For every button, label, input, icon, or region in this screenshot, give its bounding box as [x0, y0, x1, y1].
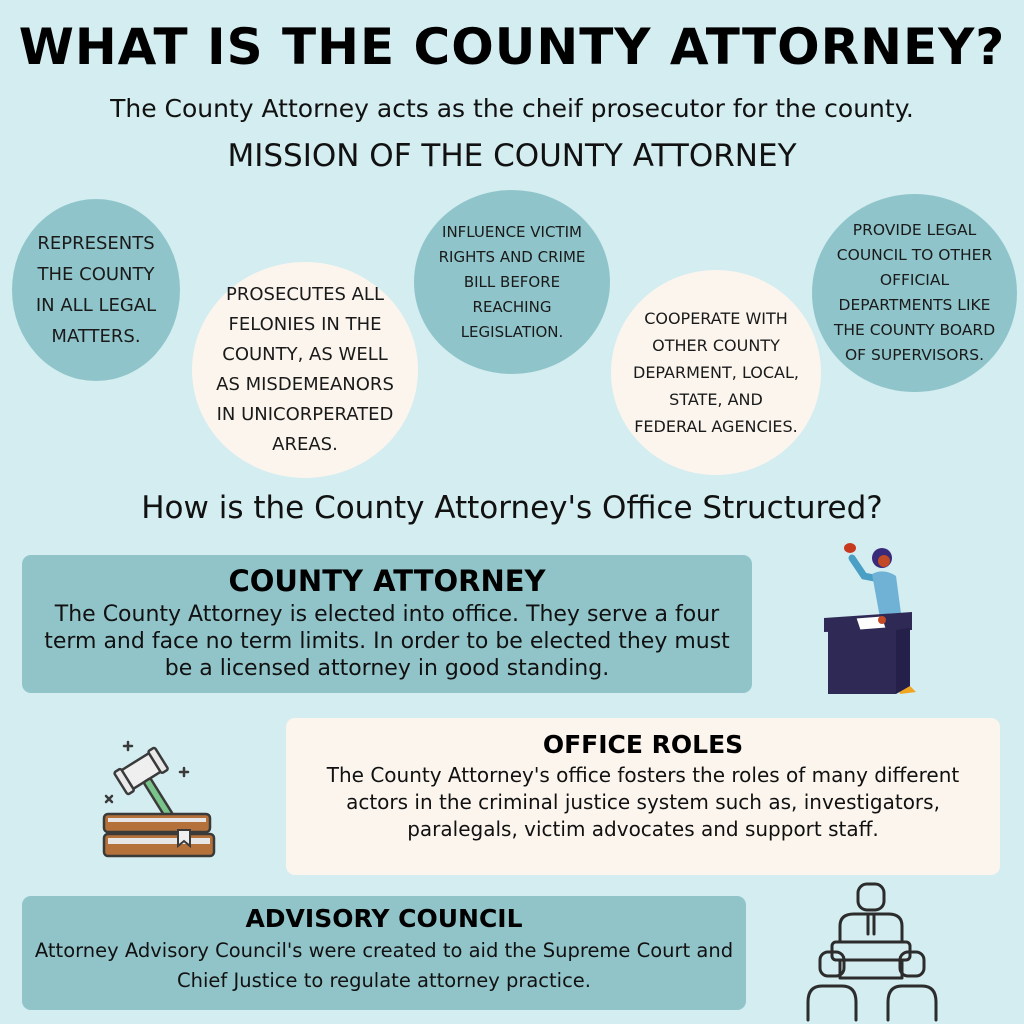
mission-item-text: INFLUENCE VICTIM RIGHTS AND CRIME BILL BEFORE REACHING LEGISLATION.	[438, 222, 586, 341]
page-title: WHAT IS THE COUNTY ATTORNEY?	[18, 18, 1006, 76]
mission-heading: MISSION OF THE COUNTY ATTORNEY	[227, 138, 797, 174]
mission-item-text: REPRESENTS THE COUNTY IN ALL LEGAL MATTERS.	[35, 233, 157, 347]
council-meeting-icon	[804, 880, 940, 1024]
mission-item-provide-council	[812, 194, 1017, 392]
structure-heading: How is the County Attorney's Office Structured?	[141, 490, 883, 526]
mission-item-cooperate	[611, 270, 821, 475]
advisory-council-title: ADVISORY COUNCIL	[245, 904, 523, 933]
office-roles-card	[286, 718, 1000, 875]
mission-item-influence	[414, 190, 610, 374]
gavel-and-books-icon	[98, 734, 218, 862]
mission-item-text: PROVIDE LEGAL COUNCIL TO OTHER OFFICIAL DEPARTMENTS LIKE THE COUNTY BOARD OF SUPERVISORS.	[833, 221, 996, 364]
mission-item-prosecutes	[192, 262, 418, 478]
mission-item-represents	[12, 199, 180, 381]
page-subtitle: The County Attorney acts as the cheif prosecutor for the county.	[110, 94, 914, 123]
mission-item-text: COOPERATE WITH OTHER COUNTY DEPARMENT, LOCAL, STATE, AND FEDERAL AGENCIES.	[633, 309, 799, 436]
advisory-council-card	[22, 896, 746, 1010]
county-attorney-title: COUNTY ATTORNEY	[228, 564, 546, 598]
office-roles-text: The County Attorney's office fosters the roles of many different actors in the criminal justice system such as, investigators, paralegals, victim advocates and support staff.	[326, 763, 960, 841]
county-attorney-text: The County Attorney is elected into office. They serve a four term and face no term limits. In order to be elected they must be a licensed attorney in good standing.	[44, 602, 730, 681]
speaker-at-podium-icon	[812, 536, 932, 704]
advisory-council-text: Attorney Advisory Council's were created to aid the Supreme Court and Chief Justice to regulate attorney practice.	[34, 939, 734, 992]
mission-item-text: PROSECUTES ALL FELONIES IN THE COUNTY, AS WELL AS MISDEMEANORS IN UNICORPERATED AREAS.	[216, 284, 394, 455]
office-roles-title: OFFICE ROLES	[542, 730, 744, 759]
county-attorney-card	[22, 555, 752, 693]
